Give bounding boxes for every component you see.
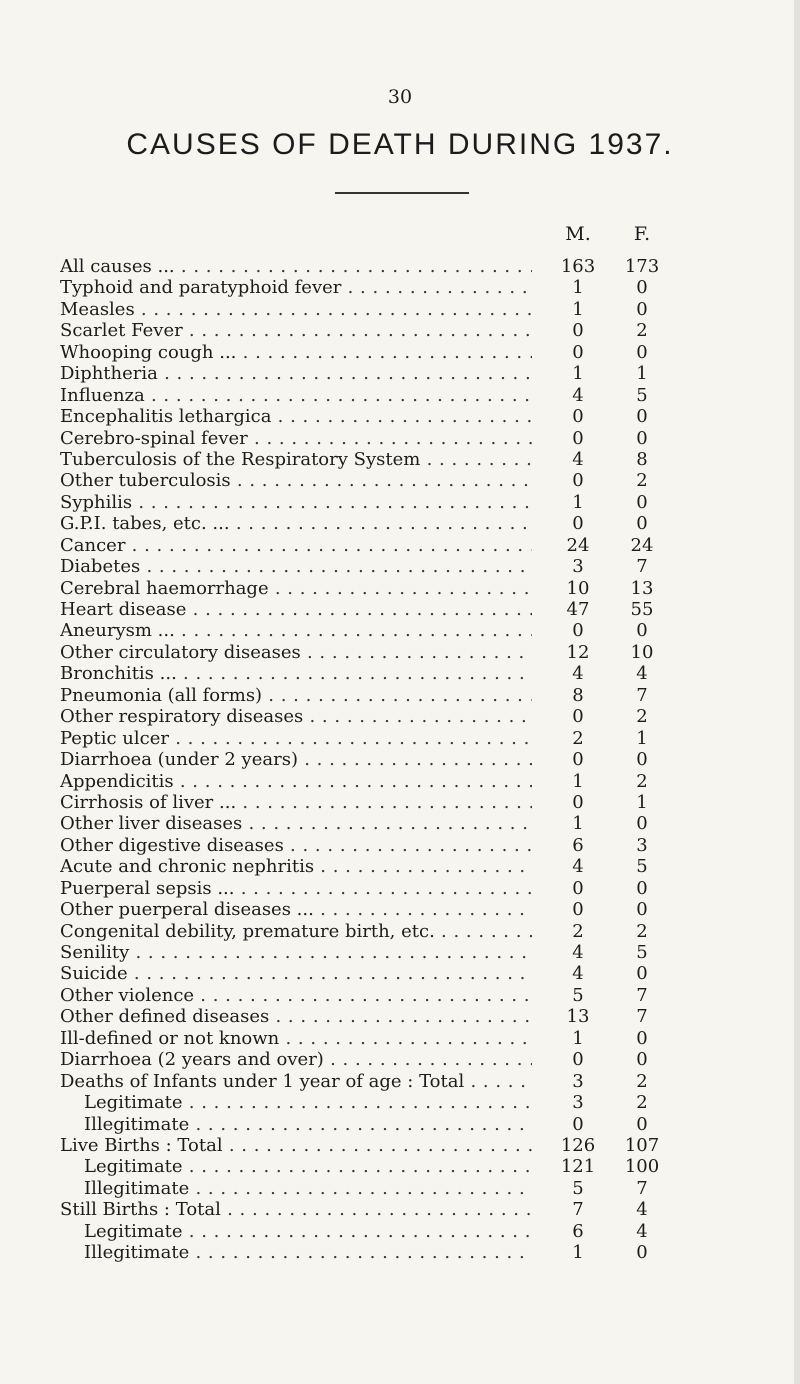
female-count: 2 xyxy=(636,920,648,942)
male-count: 1 xyxy=(572,1242,584,1264)
female-count: 1 xyxy=(636,363,648,385)
female-count: 1 xyxy=(636,791,648,813)
table-row xyxy=(0,620,800,641)
table-row xyxy=(0,320,800,341)
cause-label: Heart disease . . . xyxy=(60,599,532,620)
table-row xyxy=(0,771,800,792)
female-count: 7 xyxy=(636,556,648,578)
table-row xyxy=(0,963,800,984)
cause-label: Encephalitis lethargica . . . xyxy=(60,406,532,427)
table-row xyxy=(0,642,800,663)
female-count: 0 xyxy=(636,899,648,921)
cause-label: Pneumonia (all forms) . . . xyxy=(60,685,532,706)
cause-label: Measles . . . xyxy=(60,299,532,320)
male-count: 12 xyxy=(566,641,590,663)
cause-label: Other defined diseases . . . xyxy=(60,1006,532,1027)
table-row xyxy=(0,856,800,877)
table-row xyxy=(0,1178,800,1199)
female-count: 2 xyxy=(636,320,648,342)
cause-label: Suicide . . . xyxy=(60,963,532,984)
male-count: 4 xyxy=(572,942,584,963)
cause-label: Cerebro-spinal fever . . . xyxy=(60,428,532,449)
column-header-male: M. xyxy=(565,223,591,245)
table-row xyxy=(0,921,800,942)
table-row xyxy=(0,685,800,706)
male-count: 7 xyxy=(572,1199,584,1221)
causes-table xyxy=(0,256,800,1264)
cause-label: Legitimate . . . xyxy=(84,1156,532,1177)
cause-label: Other violence . . . xyxy=(60,985,532,1006)
male-count: 0 xyxy=(572,899,584,921)
table-row xyxy=(0,813,800,834)
female-count: 13 xyxy=(630,577,654,599)
page-edge xyxy=(794,0,800,1384)
male-count: 6 xyxy=(572,834,584,856)
page-title: CAUSES OF DEATH DURING 1937. xyxy=(126,128,674,161)
cause-label: Tuberculosis of the Respiratory System . . . xyxy=(60,449,532,470)
male-count: 163 xyxy=(560,256,596,277)
cause-label: Cirrhosis of liver ... . . . xyxy=(60,792,532,813)
female-count: 7 xyxy=(636,984,648,1006)
cause-label: Other liver diseases . . . xyxy=(60,813,532,834)
female-count: 2 xyxy=(636,770,648,792)
female-count: 100 xyxy=(624,1156,660,1178)
cause-label: Acute and chronic nephritis . . . xyxy=(60,856,532,877)
cause-label: Congenital debility, premature birth, etc. . . . xyxy=(60,921,532,942)
female-count: 2 xyxy=(636,470,648,492)
table-row xyxy=(0,256,800,277)
cause-label: Other circulatory diseases . . . xyxy=(60,642,532,663)
female-count: 0 xyxy=(636,963,648,985)
female-count: 0 xyxy=(636,298,648,320)
male-count: 8 xyxy=(572,684,584,706)
cause-label: Typhoid and paratyphoid fever . . . xyxy=(60,277,532,298)
male-count: 0 xyxy=(572,320,584,342)
male-count: 0 xyxy=(572,620,584,642)
female-count: 4 xyxy=(636,663,648,685)
table-row xyxy=(0,792,800,813)
female-count: 5 xyxy=(636,384,648,406)
female-count: 0 xyxy=(636,813,648,835)
table-row xyxy=(0,599,800,620)
female-count: 10 xyxy=(630,641,654,663)
female-count: 4 xyxy=(636,1199,648,1221)
cause-label: Senility . . . xyxy=(60,942,532,963)
male-count: 0 xyxy=(572,470,584,492)
table-row xyxy=(0,428,800,449)
cause-label: Illegitimate . . . xyxy=(84,1242,532,1263)
table-row xyxy=(0,277,800,298)
cause-label: Peptic ulcer . . . xyxy=(60,728,532,749)
cause-label: Still Births : Total . . . xyxy=(60,1199,532,1220)
male-count: 4 xyxy=(572,448,584,470)
male-count: 0 xyxy=(572,341,584,363)
table-row xyxy=(0,535,800,556)
cause-label: Diarrhoea (under 2 years) . . . xyxy=(60,749,532,770)
male-count: 0 xyxy=(572,427,584,449)
female-count: 0 xyxy=(636,406,648,428)
cause-label: Bronchitis ... . . . xyxy=(60,663,532,684)
table-row xyxy=(0,1092,800,1113)
table-row xyxy=(0,513,800,534)
table-row xyxy=(0,1242,800,1263)
table-row xyxy=(0,470,800,491)
male-count: 0 xyxy=(572,513,584,535)
female-count: 7 xyxy=(636,1006,648,1028)
female-count: 0 xyxy=(636,341,648,363)
male-count: 4 xyxy=(572,384,584,406)
cause-label: Whooping cough ... . . . xyxy=(60,342,532,363)
male-count: 3 xyxy=(572,1092,584,1114)
male-count: 10 xyxy=(566,577,590,599)
female-count: 7 xyxy=(636,684,648,706)
table-row xyxy=(0,663,800,684)
female-count: 0 xyxy=(636,277,648,299)
table-row xyxy=(0,1221,800,1242)
male-count: 4 xyxy=(572,856,584,878)
table-row xyxy=(0,1114,800,1135)
table-row xyxy=(0,406,800,427)
cause-label: Illegitimate . . . xyxy=(84,1178,532,1199)
male-count: 0 xyxy=(572,406,584,428)
table-row xyxy=(0,299,800,320)
table-row xyxy=(0,942,800,963)
cause-label: Scarlet Fever . . . xyxy=(60,320,532,341)
female-count: 3 xyxy=(636,834,648,856)
female-count: 4 xyxy=(636,1220,648,1242)
male-count: 4 xyxy=(572,663,584,685)
cause-label: Puerperal sepsis ... . . . xyxy=(60,878,532,899)
table-row xyxy=(0,1135,800,1156)
table-row xyxy=(0,492,800,513)
male-count: 2 xyxy=(572,727,584,749)
cause-label: Diabetes . . . xyxy=(60,556,532,577)
female-count: 0 xyxy=(636,1049,648,1071)
cause-label: Appendicitis . . . xyxy=(60,771,532,792)
female-count: 0 xyxy=(636,620,648,642)
male-count: 0 xyxy=(572,1049,584,1071)
table-row xyxy=(0,899,800,920)
table-row xyxy=(0,556,800,577)
male-count: 1 xyxy=(572,1027,584,1049)
table-row xyxy=(0,835,800,856)
table-row xyxy=(0,706,800,727)
male-count: 4 xyxy=(572,963,584,985)
male-count: 5 xyxy=(572,1177,584,1199)
male-count: 5 xyxy=(572,984,584,1006)
male-count: 3 xyxy=(572,556,584,578)
cause-label: Cancer . . . xyxy=(60,535,532,556)
column-header-female: F. xyxy=(633,223,651,245)
male-count: 1 xyxy=(572,277,584,299)
cause-label: Aneurysm ... . . . xyxy=(60,620,532,641)
female-count: 7 xyxy=(636,1177,648,1199)
cause-label: Deaths of Infants under 1 year of age : Total . . . xyxy=(60,1071,532,1092)
female-count: 0 xyxy=(636,491,648,513)
cause-label: Diarrhoea (2 years and over) . . . xyxy=(60,1049,532,1070)
female-count: 0 xyxy=(636,749,648,771)
male-count: 0 xyxy=(572,1113,584,1135)
cause-label: Ill-defined or not known . . . xyxy=(60,1028,532,1049)
table-row xyxy=(0,385,800,406)
male-count: 121 xyxy=(560,1156,596,1178)
male-count: 0 xyxy=(572,791,584,813)
cause-label: Syphilis . . . xyxy=(60,492,532,513)
female-count: 107 xyxy=(624,1134,660,1156)
cause-label: Legitimate . . . xyxy=(84,1092,532,1113)
cause-label: Diphtheria . . . xyxy=(60,363,532,384)
title-rule xyxy=(335,192,469,194)
female-count: 0 xyxy=(636,427,648,449)
female-count: 0 xyxy=(636,1242,648,1264)
female-count: 173 xyxy=(624,256,660,277)
male-count: 47 xyxy=(566,599,590,620)
male-count: 1 xyxy=(572,491,584,513)
table-row xyxy=(0,985,800,1006)
male-count: 0 xyxy=(572,877,584,899)
table-row xyxy=(0,749,800,770)
table-row xyxy=(0,878,800,899)
cause-label: Other puerperal diseases ... . . . xyxy=(60,899,532,920)
male-count: 0 xyxy=(572,706,584,728)
male-count: 24 xyxy=(566,534,590,556)
cause-label: All causes ... . . . xyxy=(60,256,532,277)
male-count: 126 xyxy=(560,1134,596,1156)
table-row xyxy=(0,449,800,470)
male-count: 1 xyxy=(572,770,584,792)
cause-label: Live Births : Total . . . xyxy=(60,1135,532,1156)
cause-label: Legitimate . . . xyxy=(84,1221,532,1242)
female-count: 2 xyxy=(636,1092,648,1114)
cause-label: Other tuberculosis . . . xyxy=(60,470,532,491)
male-count: 2 xyxy=(572,920,584,942)
table-row xyxy=(0,1071,800,1092)
female-count: 5 xyxy=(636,856,648,878)
male-count: 1 xyxy=(572,813,584,835)
table-row xyxy=(0,342,800,363)
table-row xyxy=(0,363,800,384)
cause-label: G.P.I. tabes, etc. ... . . . xyxy=(60,513,532,534)
female-count: 55 xyxy=(630,599,654,620)
male-count: 1 xyxy=(572,298,584,320)
table-row xyxy=(0,1199,800,1220)
cause-label: Illegitimate . . . xyxy=(84,1114,532,1135)
male-count: 6 xyxy=(572,1220,584,1242)
female-count: 24 xyxy=(630,534,654,556)
table-row xyxy=(0,1156,800,1177)
table-row xyxy=(0,1049,800,1070)
male-count: 0 xyxy=(572,749,584,771)
female-count: 0 xyxy=(636,1027,648,1049)
female-count: 8 xyxy=(636,448,648,470)
female-count: 0 xyxy=(636,1113,648,1135)
female-count: 0 xyxy=(636,877,648,899)
female-count: 5 xyxy=(636,942,648,963)
page-number: 30 xyxy=(387,86,413,108)
male-count: 1 xyxy=(572,363,584,385)
table-row xyxy=(0,578,800,599)
cause-label: Influenza . . . xyxy=(60,385,532,406)
female-count: 0 xyxy=(636,513,648,535)
cause-label: Other respiratory diseases . . . xyxy=(60,706,532,727)
cause-label: Cerebral haemorrhage . . . xyxy=(60,578,532,599)
cause-label: Other digestive diseases . . . xyxy=(60,835,532,856)
female-count: 2 xyxy=(636,706,648,728)
male-count: 13 xyxy=(566,1006,590,1028)
table-row xyxy=(0,728,800,749)
female-count: 1 xyxy=(636,727,648,749)
table-row xyxy=(0,1006,800,1027)
table-row xyxy=(0,1028,800,1049)
male-count: 3 xyxy=(572,1070,584,1092)
female-count: 2 xyxy=(636,1070,648,1092)
